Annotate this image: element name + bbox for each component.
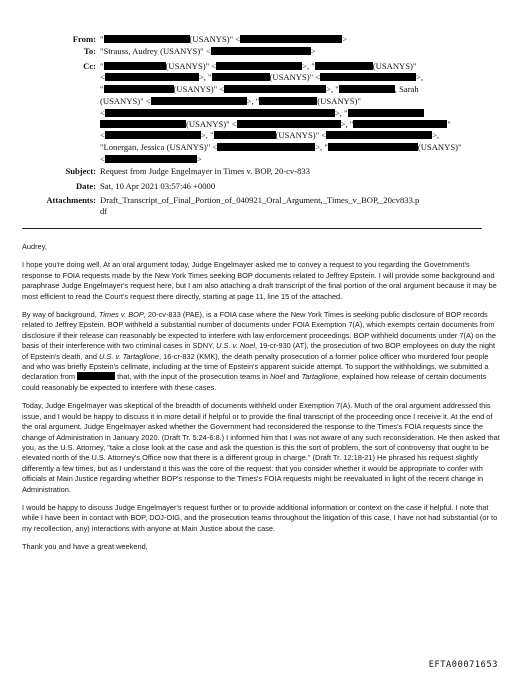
case-name: Tartaglione xyxy=(301,372,338,382)
from-value: " (USANYS)" < > xyxy=(100,34,347,44)
redaction-block xyxy=(214,131,276,139)
subject-label: Subject: xyxy=(65,166,96,176)
redaction-block xyxy=(151,97,247,105)
redaction-block xyxy=(212,73,270,81)
redaction-block xyxy=(105,155,197,163)
date-label: Date: xyxy=(75,181,96,191)
redaction-block xyxy=(339,85,395,93)
paragraph-1: I hope you're doing well. At an oral argument today, Judge Engelmayer asked me to convey a request to you regarding the Government's response to FOIA requests made by the New York Times seeking BOP documents related to Jeffrey Epstein. I will provide some background and paraphrase Judge Engelmayer's request here, but I am also attaching a draft transcript of the final portion of the oral argument because it may be most efficient to read the Court's request there directly, starting at page 11, line 15 of the attached. xyxy=(22,260,497,301)
cc-label: Cc: xyxy=(83,61,96,71)
attachments-label: Attachments: xyxy=(46,195,96,205)
redaction-block xyxy=(315,62,373,70)
redaction-block xyxy=(104,35,190,43)
case-name: Times v. BOP xyxy=(98,310,144,320)
closing: Thank you and have a great weekend, xyxy=(22,542,148,552)
to-value: "Strauss, Audrey (USANYS)" < > xyxy=(100,46,316,56)
paragraph-4: I would be happy to discuss Judge Engelmayer's request further or to provide additional information or context on the case if helpful. I note that while I have been in contact with BOP, DOJ-OIG, and the prosecution teams throughout the litigation of this case, I have not had substantial (or to my recollection, any) interactions with anyone at Main Justice about the case. xyxy=(22,502,498,533)
paragraph-2: By way of background, Times v. BOP, 20-cv-833 (PAE), is a FOIA case where the New York Times is seeking public disclosure of BOP records related to Jeffrey Epstein. BOP withheld a substantial number of documents under FOIA Exemption 7(A), which exempts certain documents from disclosure if their release can reasonably be expected to interfere with law enforcement proceedings. BOP withheld documents under 7(A) on the basis of their interference with two criminal cases in SDNY, U.S. v. Noel, 19-cr-930 (AT), the prosecution of two BOP employees on duty the night of Epstein's death, and U.S. v. Tartaglione, 16-cr-832 (KMK), the death penalty prosecution of a former police officer who murdered four people and who was briefly Epstein's cellmate, including at the time of Epstein's apparent suicide attempt. To support the withholdings, we submitted a declaration from that, with the input of the prosecution teams in Noel and Tartaglione, explained how release of certain documents could reasonably be expected to interfere with these cases. xyxy=(22,310,496,392)
document-id: EFTA00071653 xyxy=(428,660,498,670)
redaction-block xyxy=(105,131,201,139)
redaction-block xyxy=(237,120,341,128)
redaction-block xyxy=(100,120,186,128)
attachment-link[interactable]: Draft_Transcript_of_Final_Portion_of_040921_Oral_Argument,_Times_v_BOP,_20cv833.p xyxy=(100,195,420,205)
redaction-block xyxy=(328,143,418,151)
redaction-block xyxy=(224,85,326,93)
case-name: U.S. v. Noel xyxy=(216,341,256,351)
redaction-block xyxy=(211,47,311,55)
redaction-block xyxy=(216,62,302,70)
attachment-link-cont[interactable]: df xyxy=(100,206,108,216)
redaction-block xyxy=(217,143,315,151)
redaction-block xyxy=(353,120,447,128)
greeting: Audrey, xyxy=(22,242,47,251)
redaction-block xyxy=(104,62,166,70)
redaction-block xyxy=(348,109,424,117)
redaction-block xyxy=(77,372,115,380)
date-value: Sat, 10 Apr 2021 03:57:46 +0000 xyxy=(100,181,216,191)
redaction-block xyxy=(105,73,199,81)
from-label: From: xyxy=(72,34,96,44)
redaction-block xyxy=(104,85,174,93)
redaction-block xyxy=(105,109,335,117)
redaction-block xyxy=(320,73,416,81)
case-name: Noel xyxy=(269,372,286,382)
redaction-block xyxy=(326,131,432,139)
email-body xyxy=(22,242,500,561)
to-label: To: xyxy=(83,46,96,56)
redaction-block xyxy=(240,35,342,43)
paragraph-3: Today, Judge Engelmayer was skeptical of the breadth of documents withheld under Exemption 7(A). Much of the oral argument addressed this issue, and I would be happy to discuss it in more detail if helpful or to provide the final transcript of the proceeding once I receive it. At the end of the oral argument, Judge Engelmayer asked whether the Government had reconsidered the response to the Times's FOIA requests since the change of Administration in January 2020. (Draft Tr. 5:24-6:8.) I informed him that I was not aware of any such reconsideration. He then asked that you, as the U.S. Attorney, "take a close look at the case and ask the question is this the sort of problem, the sort of controversy that ought to be elevated north of the U.S. Attorney's Office now that there is a different group in charge." (Draft Tr. 12:18-21) He phrased his request slightly differently a few times, but as I understand it this was the core of the request: that you consider whether it would be appropriate to confer with officials at Main Justice regarding whether BOP's response to the Times's FOIA requests might be reevaluated in light of the recent change in Administration. xyxy=(22,401,500,494)
redaction-block xyxy=(259,97,317,105)
subject-value: Request from Judge Engelmayer in Times v. BOP, 20-cv-833 xyxy=(100,166,310,176)
case-name: U.S. v. Tartaglione xyxy=(99,351,159,361)
header-divider xyxy=(22,228,482,229)
